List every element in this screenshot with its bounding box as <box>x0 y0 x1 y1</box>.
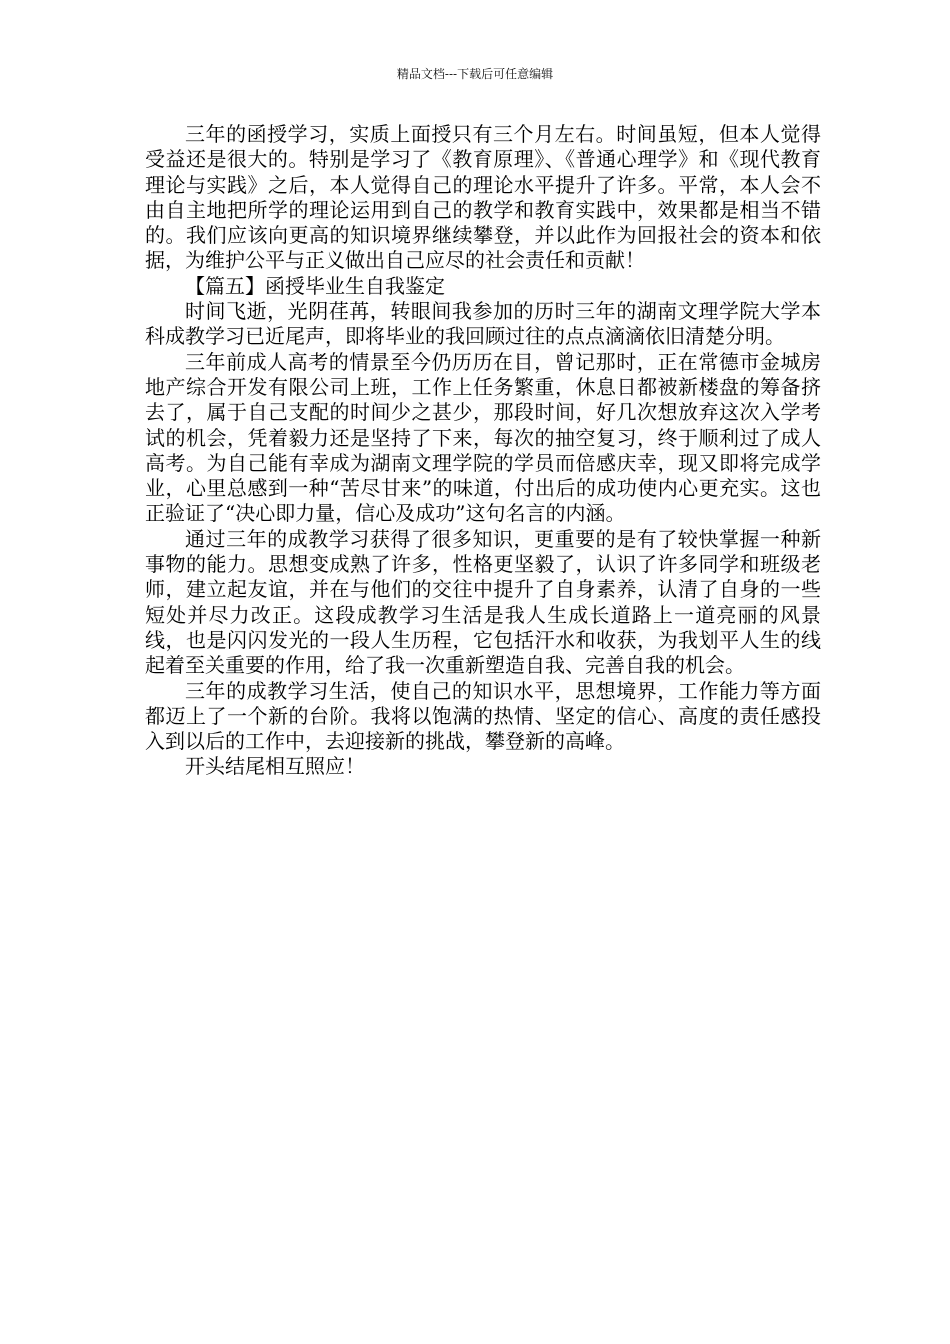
paragraph-exam-memory: 三年前成人高考的情景至今仍历历在目，曾记那时，正在常德市金城房地产综合开发有限公司上班，工作上任务繁重，休息日都被新楼盘的筹备挤去了，属于自己支配的时间少之甚少，那段时间，好几次想放弃这次入学考试的机会，凭着毅力还是坚持了下来，每次的抽空复习，终于顺利过了成人高考。为自己能有幸成为湖南文理学院的学员而倍感庆幸，现又即将完成学业，心里总感到一种“苦尽甘来”的味道，付出后的成功使内心更充实。这也正验证了“决心即力量，信心及成功”这句名言的内涵。 <box>145 349 821 526</box>
paragraph-closing-note: 开头结尾相互照应！ <box>185 754 365 779</box>
document-body <box>145 122 821 780</box>
paragraph-intro: 时间飞逝，光阴荏苒，转眼间我参加的历时三年的湖南文理学院大学本科成教学习已近尾声，即将毕业的我回顾过往的点点滴滴依旧清楚分明。 <box>145 299 821 349</box>
paragraph-study-summary: 三年的函授学习，实质上面授只有三个月左右。时间虽短，但本人觉得受益还是很大的。特别是学习了《教育原理》、《普通心理学》和《现代教育理论与实践》之后，本人觉得自己的理论水平提升了许多。平常，本人会不由自主地把所学的理论运用到自己的教学和教育实践中，效果都是相当不错的。我们应该向更高的知识境界继续攀登，并以此作为回报社会的资本和依据，为维护公平与正义做出自己应尽的社会责任和贡献！ <box>145 122 821 273</box>
page-header: 精品文档---下载后可任意编辑 <box>396 67 554 81</box>
paragraph-gains: 通过三年的成教学习获得了很多知识，更重要的是有了较快掌握一种新事物的能力。思想变成熟了许多，性格更坚毅了，认识了许多同学和班级老师，建立起友谊，并在与他们的交往中提升了自身素养，认清了自身的一些短处并尽力改正。这段成教学习生活是我人生成长道路上一道亮丽的风景线，也是闪闪发光的一段人生历程，它包括汗水和收获，为我划平人生的线起着至关重要的作用，给了我一次重新塑造自我、完善自我的机会。 <box>145 526 821 678</box>
section-heading: 【篇五】函授毕业生自我鉴定 <box>185 273 445 298</box>
paragraph-conclusion: 三年的成教学习生活，使自己的知识水平，思想境界，工作能力等方面都迈上了一个新的台阶。我将以饱满的热情、坚定的信心、高度的责任感投入到以后的工作中，去迎接新的挑战，攀登新的高峰。 <box>145 678 821 754</box>
